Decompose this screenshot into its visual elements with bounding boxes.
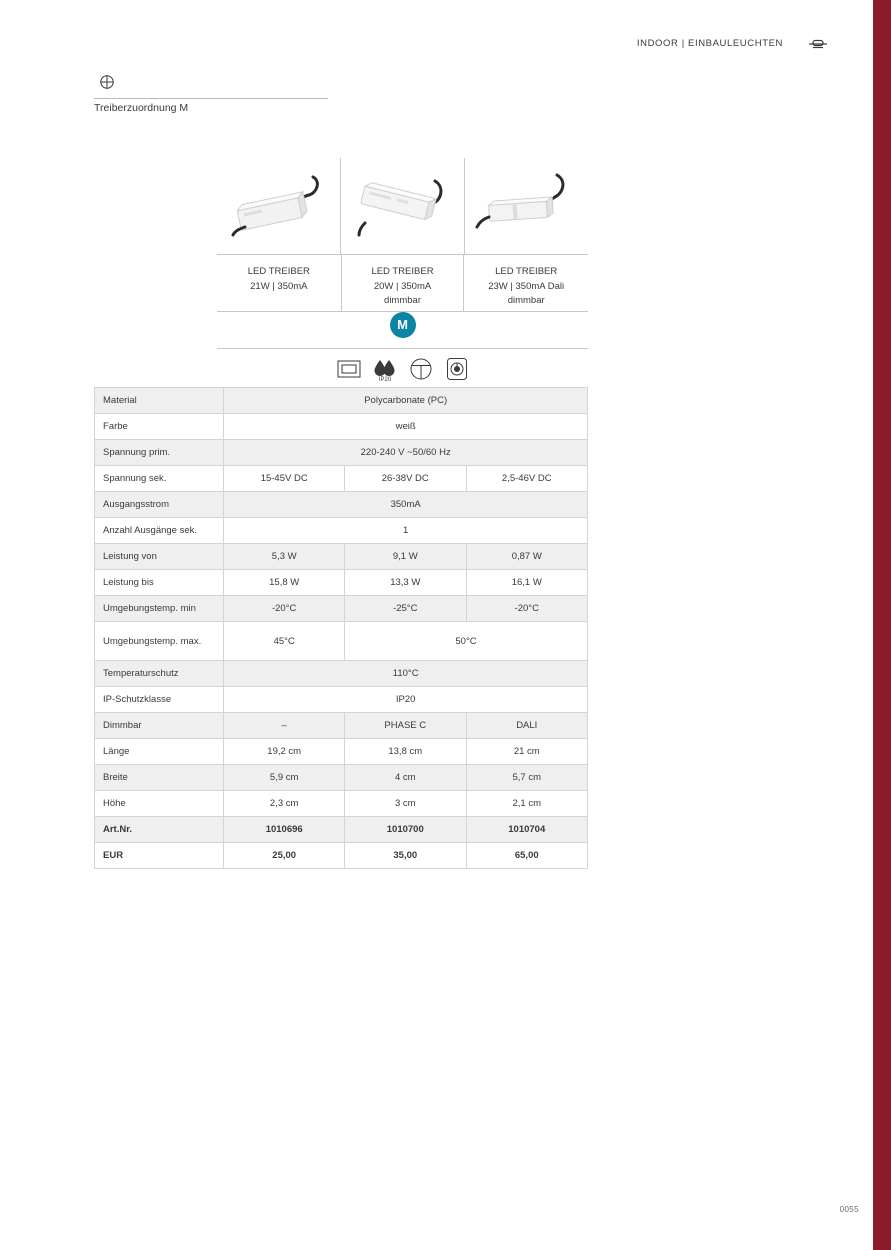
row-label: Ausgangsstrom bbox=[95, 492, 224, 518]
page-title: Treiberzuordnung M bbox=[94, 102, 189, 114]
row-label: EUR bbox=[95, 843, 224, 869]
row-label: Breite bbox=[95, 765, 224, 791]
svg-text:IP20: IP20 bbox=[378, 377, 391, 382]
driver-label-line2: 21W | 350mA bbox=[250, 280, 308, 292]
driver-label-line3: dimmbar bbox=[384, 295, 421, 306]
row-label: Spannung prim. bbox=[95, 440, 224, 466]
page-number: 0055 bbox=[839, 1205, 859, 1214]
row-label: Material bbox=[95, 388, 224, 414]
section-divider bbox=[94, 98, 328, 99]
table-row bbox=[95, 570, 588, 596]
row-label: Länge bbox=[95, 739, 224, 765]
row-value: 220-240 V ~50/60 Hz bbox=[224, 440, 588, 466]
driver-label bbox=[341, 255, 465, 311]
row-value: Polycarbonate (PC) bbox=[224, 388, 588, 414]
row-label: Leistung von bbox=[95, 544, 224, 570]
row-value: 1010696 bbox=[224, 817, 345, 843]
table-row bbox=[95, 440, 588, 466]
row-label: IP-Schutzklasse bbox=[95, 687, 224, 713]
table-row bbox=[95, 622, 588, 661]
driver-labels-row bbox=[217, 254, 588, 311]
page-header bbox=[0, 36, 873, 56]
row-value: 4 cm bbox=[345, 765, 466, 791]
row-label: Höhe bbox=[95, 791, 224, 817]
row-value: 35,00 bbox=[345, 843, 466, 869]
table-row bbox=[95, 817, 588, 843]
table-row bbox=[95, 518, 588, 544]
table-row bbox=[95, 596, 588, 622]
row-value: -25°C bbox=[345, 596, 466, 622]
row-value: 2,3 cm bbox=[224, 791, 345, 817]
ambient-temperature-icon bbox=[408, 356, 434, 382]
table-row bbox=[95, 765, 588, 791]
row-value: 1010700 bbox=[345, 817, 466, 843]
led-driver-photo bbox=[473, 167, 581, 245]
row-value: 45°C bbox=[224, 622, 345, 661]
row-label: Farbe bbox=[95, 414, 224, 440]
table-row bbox=[95, 843, 588, 869]
row-value: 50°C bbox=[345, 622, 588, 661]
badge-divider bbox=[217, 348, 588, 349]
row-value: 19,2 cm bbox=[224, 739, 345, 765]
row-value: 25,00 bbox=[224, 843, 345, 869]
row-value: IP20 bbox=[224, 687, 588, 713]
table-row bbox=[95, 492, 588, 518]
led-driver-photo bbox=[225, 167, 333, 245]
driver-label bbox=[217, 255, 341, 311]
pictogram-row bbox=[217, 352, 588, 386]
row-value: 2,5-46V DC bbox=[466, 466, 588, 492]
row-value: 110°C bbox=[224, 661, 588, 687]
row-value: 2,1 cm bbox=[466, 791, 588, 817]
breadcrumb: INDOOR | EINBAULEUCHTEN bbox=[636, 38, 783, 49]
driver-label-line2: 23W | 350mA Dali bbox=[488, 280, 565, 292]
driver-panel bbox=[217, 158, 588, 312]
driver-image-cell bbox=[340, 158, 465, 254]
table-row bbox=[95, 388, 588, 414]
row-value: 15-45V DC bbox=[224, 466, 345, 492]
row-value: 3 cm bbox=[345, 791, 466, 817]
row-value: 65,00 bbox=[466, 843, 588, 869]
driver-label-line2: 20W | 350mA bbox=[373, 280, 432, 292]
driver-images-row bbox=[217, 158, 588, 254]
row-value: 5,9 cm bbox=[224, 765, 345, 791]
row-value: 16,1 W bbox=[466, 570, 588, 596]
table-row bbox=[95, 739, 588, 765]
row-value: 5,3 W bbox=[224, 544, 345, 570]
row-value: 1 bbox=[224, 518, 588, 544]
driver-image-cell bbox=[217, 158, 340, 254]
thermal-protection-icon bbox=[444, 356, 470, 382]
row-label: Art.Nr. bbox=[95, 817, 224, 843]
row-value: DALI bbox=[466, 713, 588, 739]
table-row bbox=[95, 466, 588, 492]
driver-group-badge-wrap bbox=[217, 312, 588, 338]
row-value: 26-38V DC bbox=[345, 466, 466, 492]
row-label: Umgebungstemp. max. bbox=[95, 622, 224, 661]
table-row bbox=[95, 414, 588, 440]
row-label: Dimmbar bbox=[95, 713, 224, 739]
led-driver-photo bbox=[349, 167, 457, 245]
row-value: 5,7 cm bbox=[466, 765, 588, 791]
driver-label-line1: LED TREIBER bbox=[247, 266, 310, 277]
row-label: Leistung bis bbox=[95, 570, 224, 596]
row-label: Anzahl Ausgänge sek. bbox=[95, 518, 224, 544]
driver-label-line3: dimmbar bbox=[507, 295, 545, 306]
driver-image-cell bbox=[465, 158, 588, 254]
table-row bbox=[95, 687, 588, 713]
driver-label-line1: LED TREIBER bbox=[371, 266, 434, 277]
row-value: 21 cm bbox=[466, 739, 588, 765]
protection-class-2-icon bbox=[336, 356, 362, 382]
driver-label bbox=[464, 255, 588, 311]
row-value: weiß bbox=[224, 414, 588, 440]
row-value: -20°C bbox=[466, 596, 588, 622]
row-value: 13,3 W bbox=[345, 570, 466, 596]
row-value: 350mA bbox=[224, 492, 588, 518]
driver-label-line1: LED TREIBER bbox=[495, 266, 558, 277]
row-label: Temperaturschutz bbox=[95, 661, 224, 687]
downlight-icon bbox=[805, 36, 831, 52]
row-value: 15,8 W bbox=[224, 570, 345, 596]
table-row bbox=[95, 791, 588, 817]
page-accent-bar bbox=[873, 0, 891, 1250]
row-value: PHASE C bbox=[345, 713, 466, 739]
row-value: 9,1 W bbox=[345, 544, 466, 570]
plus-circle-icon bbox=[99, 74, 115, 90]
row-label: Spannung sek. bbox=[95, 466, 224, 492]
status-badge: M bbox=[390, 312, 416, 338]
row-value: 1010704 bbox=[466, 817, 588, 843]
table-row bbox=[95, 661, 588, 687]
row-value: – bbox=[224, 713, 345, 739]
table-row bbox=[95, 713, 588, 739]
row-value: 0,87 W bbox=[466, 544, 588, 570]
row-value: -20°C bbox=[224, 596, 345, 622]
row-label: Umgebungstemp. min bbox=[95, 596, 224, 622]
table-row bbox=[95, 544, 588, 570]
ip20-droplet-icon bbox=[372, 356, 398, 382]
specifications-table bbox=[94, 387, 588, 869]
row-value: 13,8 cm bbox=[345, 739, 466, 765]
